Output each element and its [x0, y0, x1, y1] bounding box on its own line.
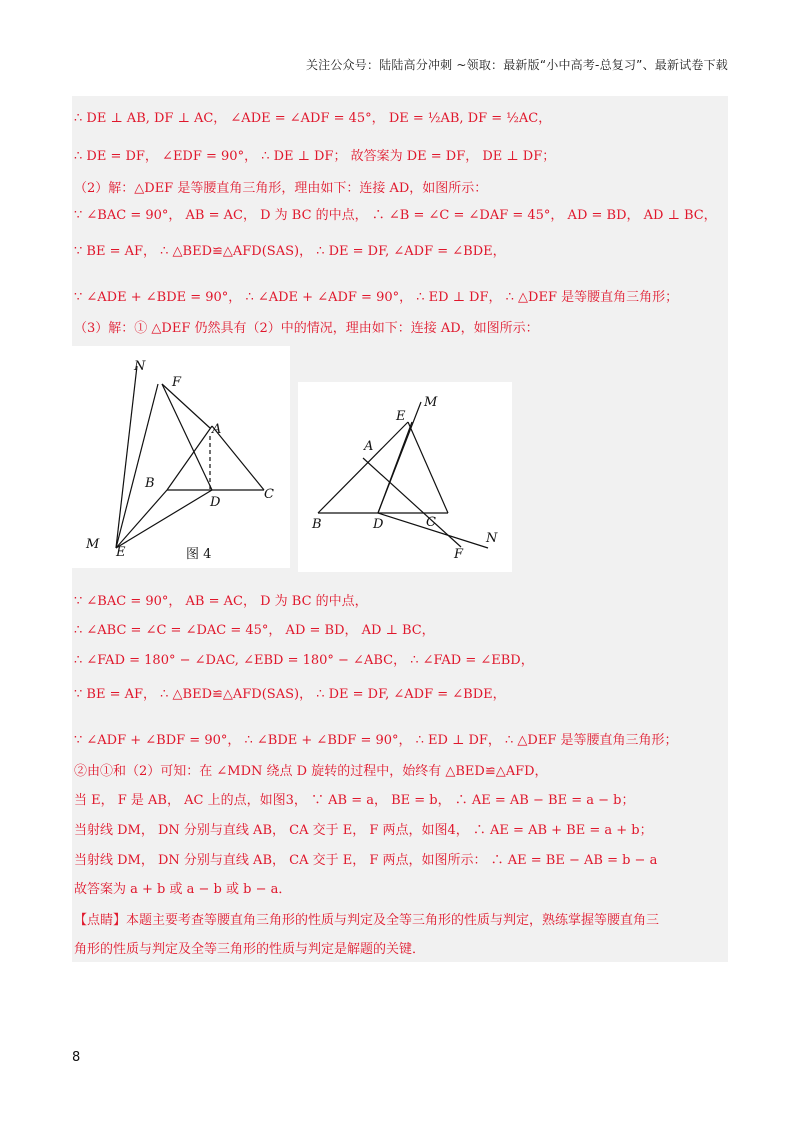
fig4-label-D: D	[210, 495, 221, 510]
line-10: ∴ ∠FAD = 180° − ∠DAC, ∠EBD = 180° − ∠ABC， ∴ ∠FAD = ∠EBD，	[74, 653, 534, 668]
line-16: 当射线 DM， DN 分别与直线 AB， CA 交于 E， F 两点，如图所示： ∴ AE = BE − AB = b − a	[74, 853, 658, 868]
fig5-label-D: D	[373, 517, 384, 532]
figure-4	[72, 346, 290, 568]
figure-5-diagram	[298, 382, 512, 572]
line-7: （3）解：① △DEF 仍然具有（2）中的情况，理由如下：连接 AD，如图所示：	[74, 321, 539, 336]
line-5: ∵ BE = AF， ∴ △BED≌△AFD(SAS)， ∴ DE = DF, ∠ADF = ∠BDE，	[74, 244, 506, 259]
line-4: ∵ ∠BAC = 90°， AB = AC， D 为 BC 的中点， ∴ ∠B = ∠C = ∠DAF = 45°， AD = BD， AD ⊥ BC，	[74, 208, 717, 223]
fig5-label-N: N	[486, 531, 498, 546]
line-14: 当 E， F 是 AB， AC 上的点，如图3， ∵ AB = a， BE = b， ∴ AE = AB − BE = a − b；	[74, 793, 635, 808]
fig5-label-B: B	[312, 517, 322, 532]
fig5-label-M: M	[424, 395, 438, 410]
fig4-label-N: N	[134, 359, 146, 374]
line-17: 故答案为 a + b 或 a − b 或 b − a．	[74, 882, 292, 897]
line-13: ②由①和（2）可知：在 ∠MDN 绕点 D 旋转的过程中，始终有 △BED≌△AFD，	[74, 764, 548, 779]
line-12: ∵ ∠ADF + ∠BDF = 90°， ∴ ∠BDE + ∠BDF = 90°， ∴ ED ⊥ DF， ∴ △DEF 是等腰直角三角形；	[74, 733, 678, 748]
line-1: ∴ DE ⊥ AB, DF ⊥ AC， ∠ADE = ∠ADF = 45°， DE = ½AB, DF = ½AC，	[74, 111, 552, 126]
page-header: 关注公众号：陆陆高分冲刺 ~领取：最新版“小中高考-总复习”、最新试卷下载	[305, 58, 728, 72]
fig5-label-F: F	[454, 547, 464, 562]
fig4-label-C: C	[264, 487, 274, 502]
line-11: ∵ BE = AF， ∴ △BED≌△AFD(SAS)， ∴ DE = DF, ∠ADF = ∠BDE，	[74, 687, 506, 702]
figure-4-diagram	[72, 346, 290, 568]
key-point-line-1: 【点睛】本题主要考查等腰直角三角形的性质与判定及全等三角形的性质与判定，熟练掌握等腰直角三	[74, 913, 660, 928]
page-number: 8	[72, 1050, 81, 1065]
key-point-line-2: 角形的性质与判定及全等三角形的性质与判定是解题的关键．	[74, 942, 426, 957]
fig4-caption: 图 4	[186, 547, 212, 562]
line-6: ∵ ∠ADE + ∠BDE = 90°， ∴ ∠ADE + ∠ADF = 90°， ∴ ED ⊥ DF， ∴ △DEF 是等腰直角三角形；	[74, 290, 679, 305]
fig4-label-F: F	[172, 375, 182, 390]
line-3: （2）解：△DEF 是等腰直角三角形，理由如下：连接 AD，如图所示：	[74, 181, 488, 196]
fig4-label-M: M	[86, 537, 100, 552]
line-2: ∴ DE = DF， ∠EDF = 90°， ∴ DE ⊥ DF； 故答案为 DE = DF， DE ⊥ DF；	[74, 149, 556, 164]
line-15: 当射线 DM， DN 分别与直线 AB， CA 交于 E， F 两点，如图4， ∴ AE = AB + BE = a + b；	[74, 823, 653, 838]
fig5-label-A: A	[364, 439, 374, 454]
figure-5	[298, 382, 512, 572]
line-9: ∴ ∠ABC = ∠C = ∠DAC = 45°， AD = BD， AD ⊥ BC，	[74, 623, 435, 638]
fig4-label-A: A	[212, 422, 222, 437]
fig5-label-C: C	[426, 515, 436, 530]
fig4-label-B: B	[145, 476, 155, 491]
fig4-label-E: E	[116, 545, 126, 560]
line-8: ∵ ∠BAC = 90°， AB = AC， D 为 BC 的中点，	[74, 594, 368, 609]
fig5-label-E: E	[396, 409, 406, 424]
